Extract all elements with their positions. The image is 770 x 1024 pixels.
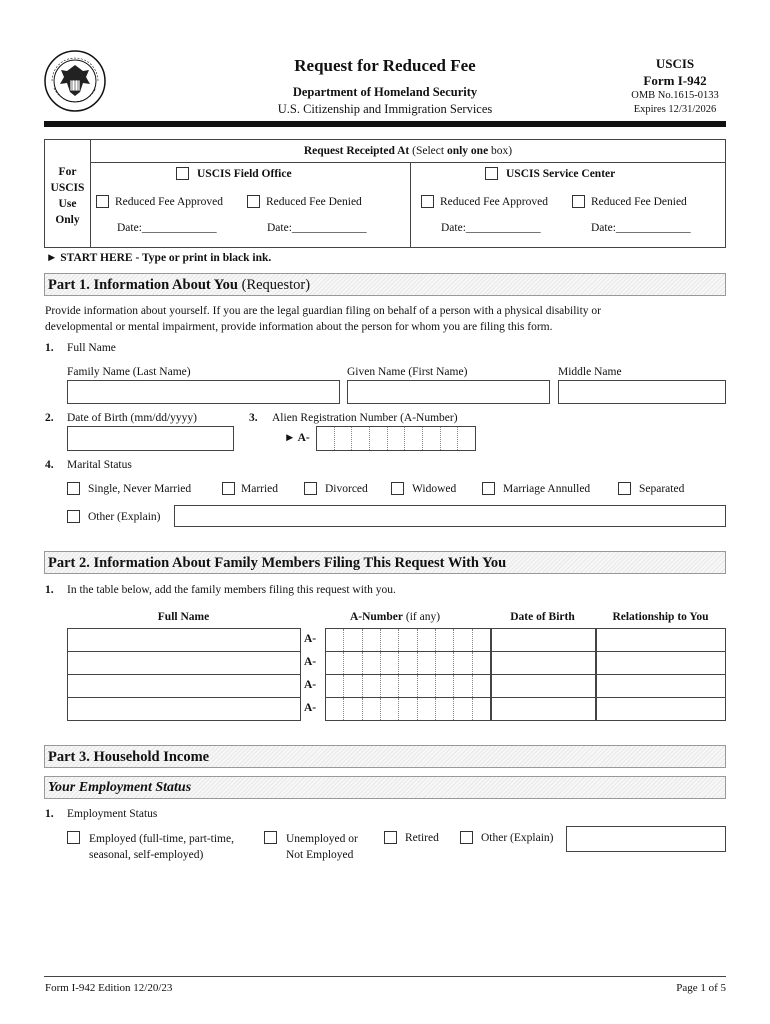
q3-label: Alien Registration Number (A-Number) xyxy=(272,412,458,424)
omb-number: OMB No.1615-0133 xyxy=(631,90,719,101)
row-full-name-field[interactable] xyxy=(67,697,301,721)
col-relationship: Relationship to You xyxy=(612,610,709,623)
part3-q1-label: Employment Status xyxy=(67,808,158,820)
q1-number: 1. xyxy=(45,342,54,354)
expiration-date: Expires 12/31/2026 xyxy=(633,104,717,115)
start-here-instruction: ► START HERE - Type or print in black ink. xyxy=(46,252,272,264)
row-a-label: A- xyxy=(304,679,317,691)
service-center-approved-label: Reduced Fee Approved xyxy=(440,195,548,208)
retired-label: Retired xyxy=(405,831,439,844)
q4-label: Marital Status xyxy=(67,459,132,471)
marital-annulled-label: Marriage Annulled xyxy=(503,482,591,495)
form-number: Form I-942 xyxy=(643,73,707,88)
marital-widowed-checkbox[interactable] xyxy=(391,482,404,495)
side-label-line: Use xyxy=(58,198,77,210)
unemployed-label xyxy=(286,831,358,863)
footer-page-number: Page 1 of 5 xyxy=(676,982,726,994)
field-office-approved-date[interactable]: Date:_____________ xyxy=(117,222,217,234)
service-center-approved-checkbox[interactable] xyxy=(421,195,434,208)
unemployed-checkbox[interactable] xyxy=(264,831,277,844)
receipted-at-instruction: (Select xyxy=(412,145,445,157)
date-of-birth-field[interactable] xyxy=(67,426,234,451)
field-office-denied-checkbox[interactable] xyxy=(247,195,260,208)
part1-intro-line: developmental or mental impairment, provide information about the person for whom you are filing this form. xyxy=(45,321,553,333)
header-rule xyxy=(44,121,726,127)
part2-header: Part 2. Information About Family Members Filing This Request With You xyxy=(44,551,726,574)
part3-header: Part 3. Household Income xyxy=(44,745,726,768)
marital-separated-checkbox[interactable] xyxy=(618,482,631,495)
table-row xyxy=(67,697,726,721)
a-number-prefix: ► A- xyxy=(284,432,310,444)
family-name-label: Family Name (Last Name) xyxy=(67,366,191,378)
marital-annulled-option[interactable] xyxy=(482,482,590,495)
field-office-checkbox[interactable] xyxy=(176,167,189,180)
service-center-option[interactable] xyxy=(485,167,615,180)
service-center-approved-option[interactable] xyxy=(421,195,548,208)
marital-other-explain-field[interactable] xyxy=(174,505,726,527)
side-label-line: USCIS xyxy=(50,182,85,194)
marital-divorced-checkbox[interactable] xyxy=(304,482,317,495)
row-full-name-field[interactable] xyxy=(67,651,301,675)
field-office-denied-label: Reduced Fee Denied xyxy=(266,195,362,208)
table-header-row xyxy=(67,605,726,628)
employed-label-line: seasonal, self-employed) xyxy=(89,849,204,861)
table-row xyxy=(67,628,726,652)
uscis-label: USCIS xyxy=(655,56,695,71)
field-office-denied-option[interactable] xyxy=(247,195,362,208)
col-a-number-qualifier: (if any) xyxy=(405,610,441,623)
form-title: Request for Reduced Fee xyxy=(294,56,476,75)
marital-annulled-checkbox[interactable] xyxy=(482,482,495,495)
row-relationship-field[interactable] xyxy=(596,674,726,698)
row-a-number-cells xyxy=(326,698,490,720)
table-row xyxy=(67,674,726,698)
family-members-table xyxy=(67,605,726,628)
marital-single-option[interactable] xyxy=(67,482,191,495)
marital-divorced-label: Divorced xyxy=(325,482,368,495)
q1-label: Full Name xyxy=(67,342,116,354)
employed-label-line: Employed (full-time, part-time, xyxy=(89,833,234,845)
part1-title: Part 1. Information About You xyxy=(48,277,238,293)
part1-intro-line: Provide information about yourself. If you are the legal guardian filing on behalf of a person with a physical disability or xyxy=(45,305,602,317)
agency-name: U.S. Citizenship and Immigration Services xyxy=(277,102,493,116)
unemployed-option[interactable] xyxy=(264,831,358,863)
col-full-name: Full Name xyxy=(157,610,210,623)
receipted-at-instruction-end: box) xyxy=(491,145,513,157)
row-dob-field[interactable] xyxy=(491,651,596,675)
row-relationship-field[interactable] xyxy=(596,697,726,721)
q2-number: 2. xyxy=(45,412,54,424)
row-dob-field[interactable] xyxy=(491,674,596,698)
employment-status-subheader: Your Employment Status xyxy=(44,776,726,799)
receipted-at-label: Request Receipted At xyxy=(303,145,410,157)
field-office-option[interactable] xyxy=(176,167,292,180)
uscis-use-divider xyxy=(410,163,411,247)
field-office-approved-label: Reduced Fee Approved xyxy=(115,195,223,208)
employed-label xyxy=(89,831,234,863)
part1-intro xyxy=(45,303,735,335)
given-name-field[interactable] xyxy=(347,380,550,404)
row-relationship-field[interactable] xyxy=(596,651,726,675)
uscis-use-only-box xyxy=(44,139,726,248)
service-center-denied-checkbox[interactable] xyxy=(572,195,585,208)
marital-separated-option[interactable] xyxy=(618,482,684,495)
table-row xyxy=(67,651,726,675)
given-name-label: Given Name (First Name) xyxy=(347,366,468,378)
service-center-checkbox[interactable] xyxy=(485,167,498,180)
retired-checkbox[interactable] xyxy=(384,831,397,844)
row-a-number-field[interactable] xyxy=(325,651,491,675)
part3-q1-number: 1. xyxy=(45,808,54,820)
footer-edition: Form I-942 Edition 12/20/23 xyxy=(45,982,173,994)
row-a-label: A- xyxy=(304,702,317,714)
row-a-number-cells xyxy=(326,629,490,651)
marital-widowed-label: Widowed xyxy=(412,482,457,495)
marital-widowed-option[interactable] xyxy=(391,482,456,495)
row-relationship-field[interactable] xyxy=(596,628,726,652)
row-a-label: A- xyxy=(304,633,317,645)
service-center-denied-label: Reduced Fee Denied xyxy=(591,195,687,208)
service-center-approved-date[interactable]: Date:_____________ xyxy=(441,222,541,234)
row-a-number-cells xyxy=(326,652,490,674)
middle-name-field[interactable] xyxy=(558,380,726,404)
row-a-number-field[interactable] xyxy=(325,628,491,652)
part2-q1-number: 1. xyxy=(45,584,54,596)
employment-other-explain-field[interactable] xyxy=(566,826,726,852)
employment-other-label: Other (Explain) xyxy=(481,831,554,844)
field-office-approved-checkbox[interactable] xyxy=(96,195,109,208)
marital-other-option[interactable] xyxy=(67,510,161,523)
middle-name-label: Middle Name xyxy=(558,366,622,378)
q4-number: 4. xyxy=(45,459,54,471)
field-office-denied-date[interactable]: Date:_____________ xyxy=(267,222,367,234)
marital-married-checkbox[interactable] xyxy=(222,482,235,495)
row-a-number-field[interactable] xyxy=(325,674,491,698)
part1-header xyxy=(44,273,726,296)
employed-checkbox[interactable] xyxy=(67,831,80,844)
row-dob-field[interactable] xyxy=(491,697,596,721)
department-name: Department of Homeland Security xyxy=(292,85,478,99)
col-date-of-birth: Date of Birth xyxy=(510,610,575,623)
row-a-number-cells xyxy=(326,675,490,697)
marital-single-label: Single, Never Married xyxy=(88,482,192,495)
uscis-use-side-label xyxy=(45,140,91,247)
q2-label: Date of Birth (mm/dd/yyyy) xyxy=(67,412,197,424)
row-full-name-field[interactable] xyxy=(67,628,301,652)
side-label-line: For xyxy=(58,166,77,178)
marital-other-checkbox[interactable] xyxy=(67,510,80,523)
a-number-field[interactable] xyxy=(316,426,476,451)
col-a-number xyxy=(300,605,490,628)
row-a-label: A- xyxy=(304,656,317,668)
q3-number: 3. xyxy=(249,412,258,424)
a-number-digit-cells xyxy=(317,427,475,450)
footer-rule xyxy=(44,976,726,977)
unemployed-label-line: Not Employed xyxy=(286,849,354,861)
row-full-name-field[interactable] xyxy=(67,674,301,698)
part1-title-qualifier: (Requestor) xyxy=(241,277,311,293)
col-a-number-label: A-Number xyxy=(349,610,403,623)
marital-separated-label: Separated xyxy=(639,482,685,495)
marital-married-option[interactable] xyxy=(222,482,278,495)
field-office-label: USCIS Field Office xyxy=(197,167,292,180)
part2-q1-label: In the table below, add the family members filing this request with you. xyxy=(67,584,396,596)
family-name-field[interactable] xyxy=(67,380,340,404)
service-center-denied-date[interactable]: Date:_____________ xyxy=(591,222,691,234)
service-center-label: USCIS Service Center xyxy=(506,167,616,180)
marital-other-label: Other (Explain) xyxy=(88,510,161,523)
marital-married-label: Married xyxy=(241,482,279,495)
employed-option[interactable] xyxy=(67,831,234,863)
row-dob-field[interactable] xyxy=(491,628,596,652)
retired-option[interactable] xyxy=(384,831,439,844)
unemployed-label-line: Unemployed or xyxy=(286,833,358,845)
side-label-line: Only xyxy=(55,214,80,226)
field-office-approved-option[interactable] xyxy=(96,195,223,208)
row-a-number-field[interactable] xyxy=(325,697,491,721)
family-members-rows xyxy=(67,628,726,721)
marital-single-checkbox[interactable] xyxy=(67,482,80,495)
marital-divorced-option[interactable] xyxy=(304,482,368,495)
employment-other-option[interactable] xyxy=(460,831,554,844)
receipted-at-only-one: only one xyxy=(446,145,489,157)
service-center-denied-option[interactable] xyxy=(572,195,687,208)
employment-other-checkbox[interactable] xyxy=(460,831,473,844)
receipted-at-row xyxy=(91,140,725,163)
